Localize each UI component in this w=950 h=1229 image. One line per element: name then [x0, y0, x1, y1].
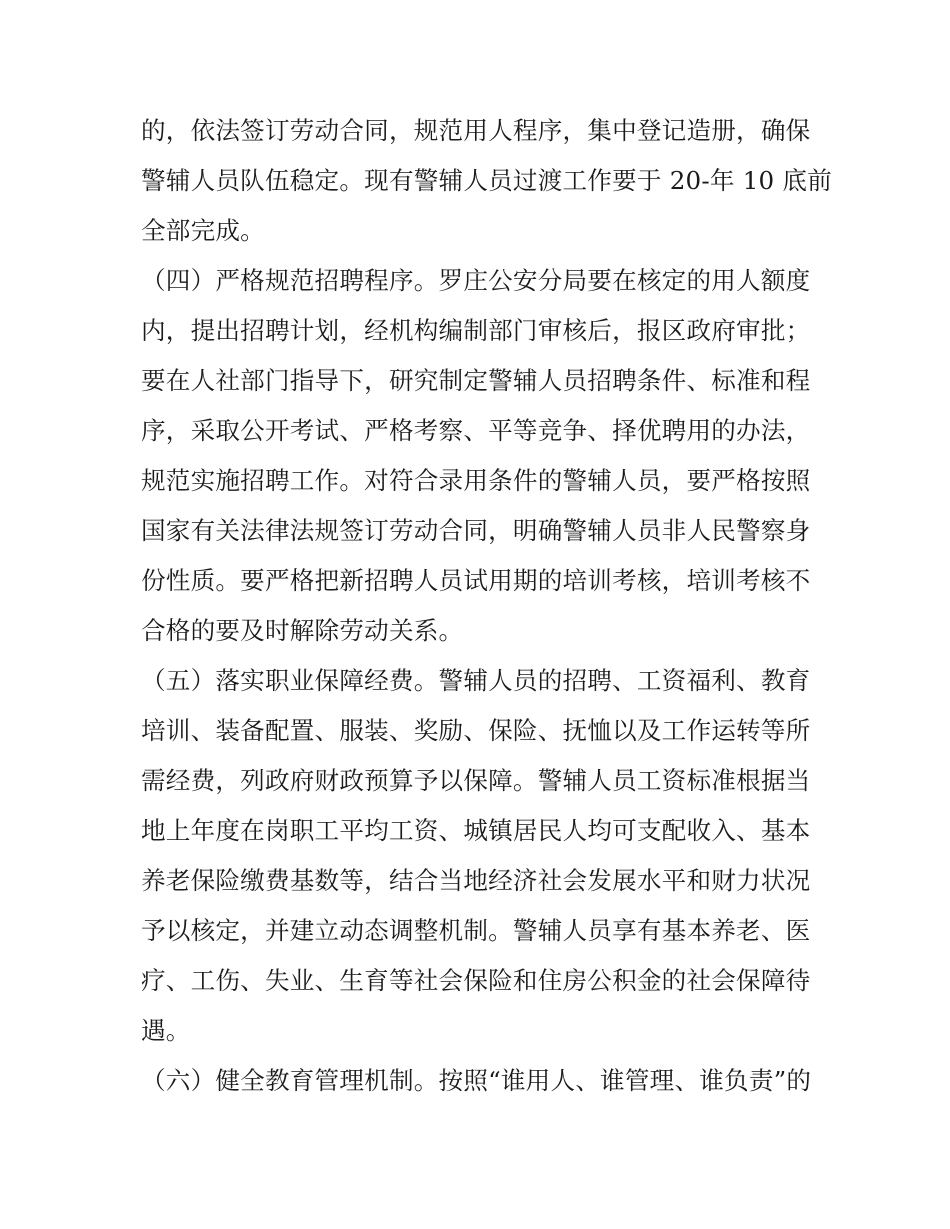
- text-line: 培训、装备配置、服装、奖励、保险、抚恤以及工作运转等所: [141, 716, 811, 745]
- text-line: 内，提出招聘计划，经机构编制部门审核后，报区政府审批；: [141, 316, 811, 345]
- text-line: 国家有关法律法规签订劳动合同，明确警辅人员非人民警察身: [141, 516, 811, 545]
- text-line: 地上年度在岗职工平均工资、城镇居民人均可支配收入、基本: [141, 816, 811, 845]
- section-four-heading-line: （四）严格规范招聘程序。罗庄公安分局要在核定的用人额度: [141, 266, 811, 295]
- document-body: [141, 106, 833, 1106]
- text-line: 规范实施招聘工作。对符合录用条件的警辅人员，要严格按照: [141, 466, 811, 495]
- text-line: 合格的要及时解除劳动关系。: [141, 616, 464, 645]
- text-line: 序，采取公开考试、严格考察、平等竞争、择优聘用的办法，: [141, 416, 811, 445]
- text-line: 份性质。要严格把新招聘人员试用期的培训考核，培训考核不: [141, 566, 811, 595]
- text-line: 要在人社部门指导下，研究制定警辅人员招聘条件、标准和程: [141, 366, 811, 395]
- section-six-heading-line: （六）健全教育管理机制。按照“谁用人、谁管理、谁负责”的: [141, 1066, 812, 1095]
- text-line: 的，依法签订劳动合同，规范用人程序，集中登记造册，确保: [141, 116, 811, 145]
- text-line: 予以核定，并建立动态调整机制。警辅人员享有基本养老、医: [141, 916, 811, 945]
- section-five-heading-line: （五）落实职业保障经费。警辅人员的招聘、工资福利、教育: [141, 666, 811, 695]
- text-line: 遇。: [141, 1016, 191, 1045]
- text-line: 警辅人员队伍稳定。现有警辅人员过渡工作要于 20-年 10 底前: [141, 166, 833, 195]
- text-line: 全部完成。: [141, 216, 265, 245]
- text-line: 需经费，列政府财政预算予以保障。警辅人员工资标准根据当: [141, 766, 811, 795]
- text-line: 疗、工伤、失业、生育等社会保险和住房公积金的社会保障待: [141, 966, 811, 995]
- text-line: 养老保险缴费基数等，结合当地经济社会发展水平和财力状况: [141, 866, 811, 895]
